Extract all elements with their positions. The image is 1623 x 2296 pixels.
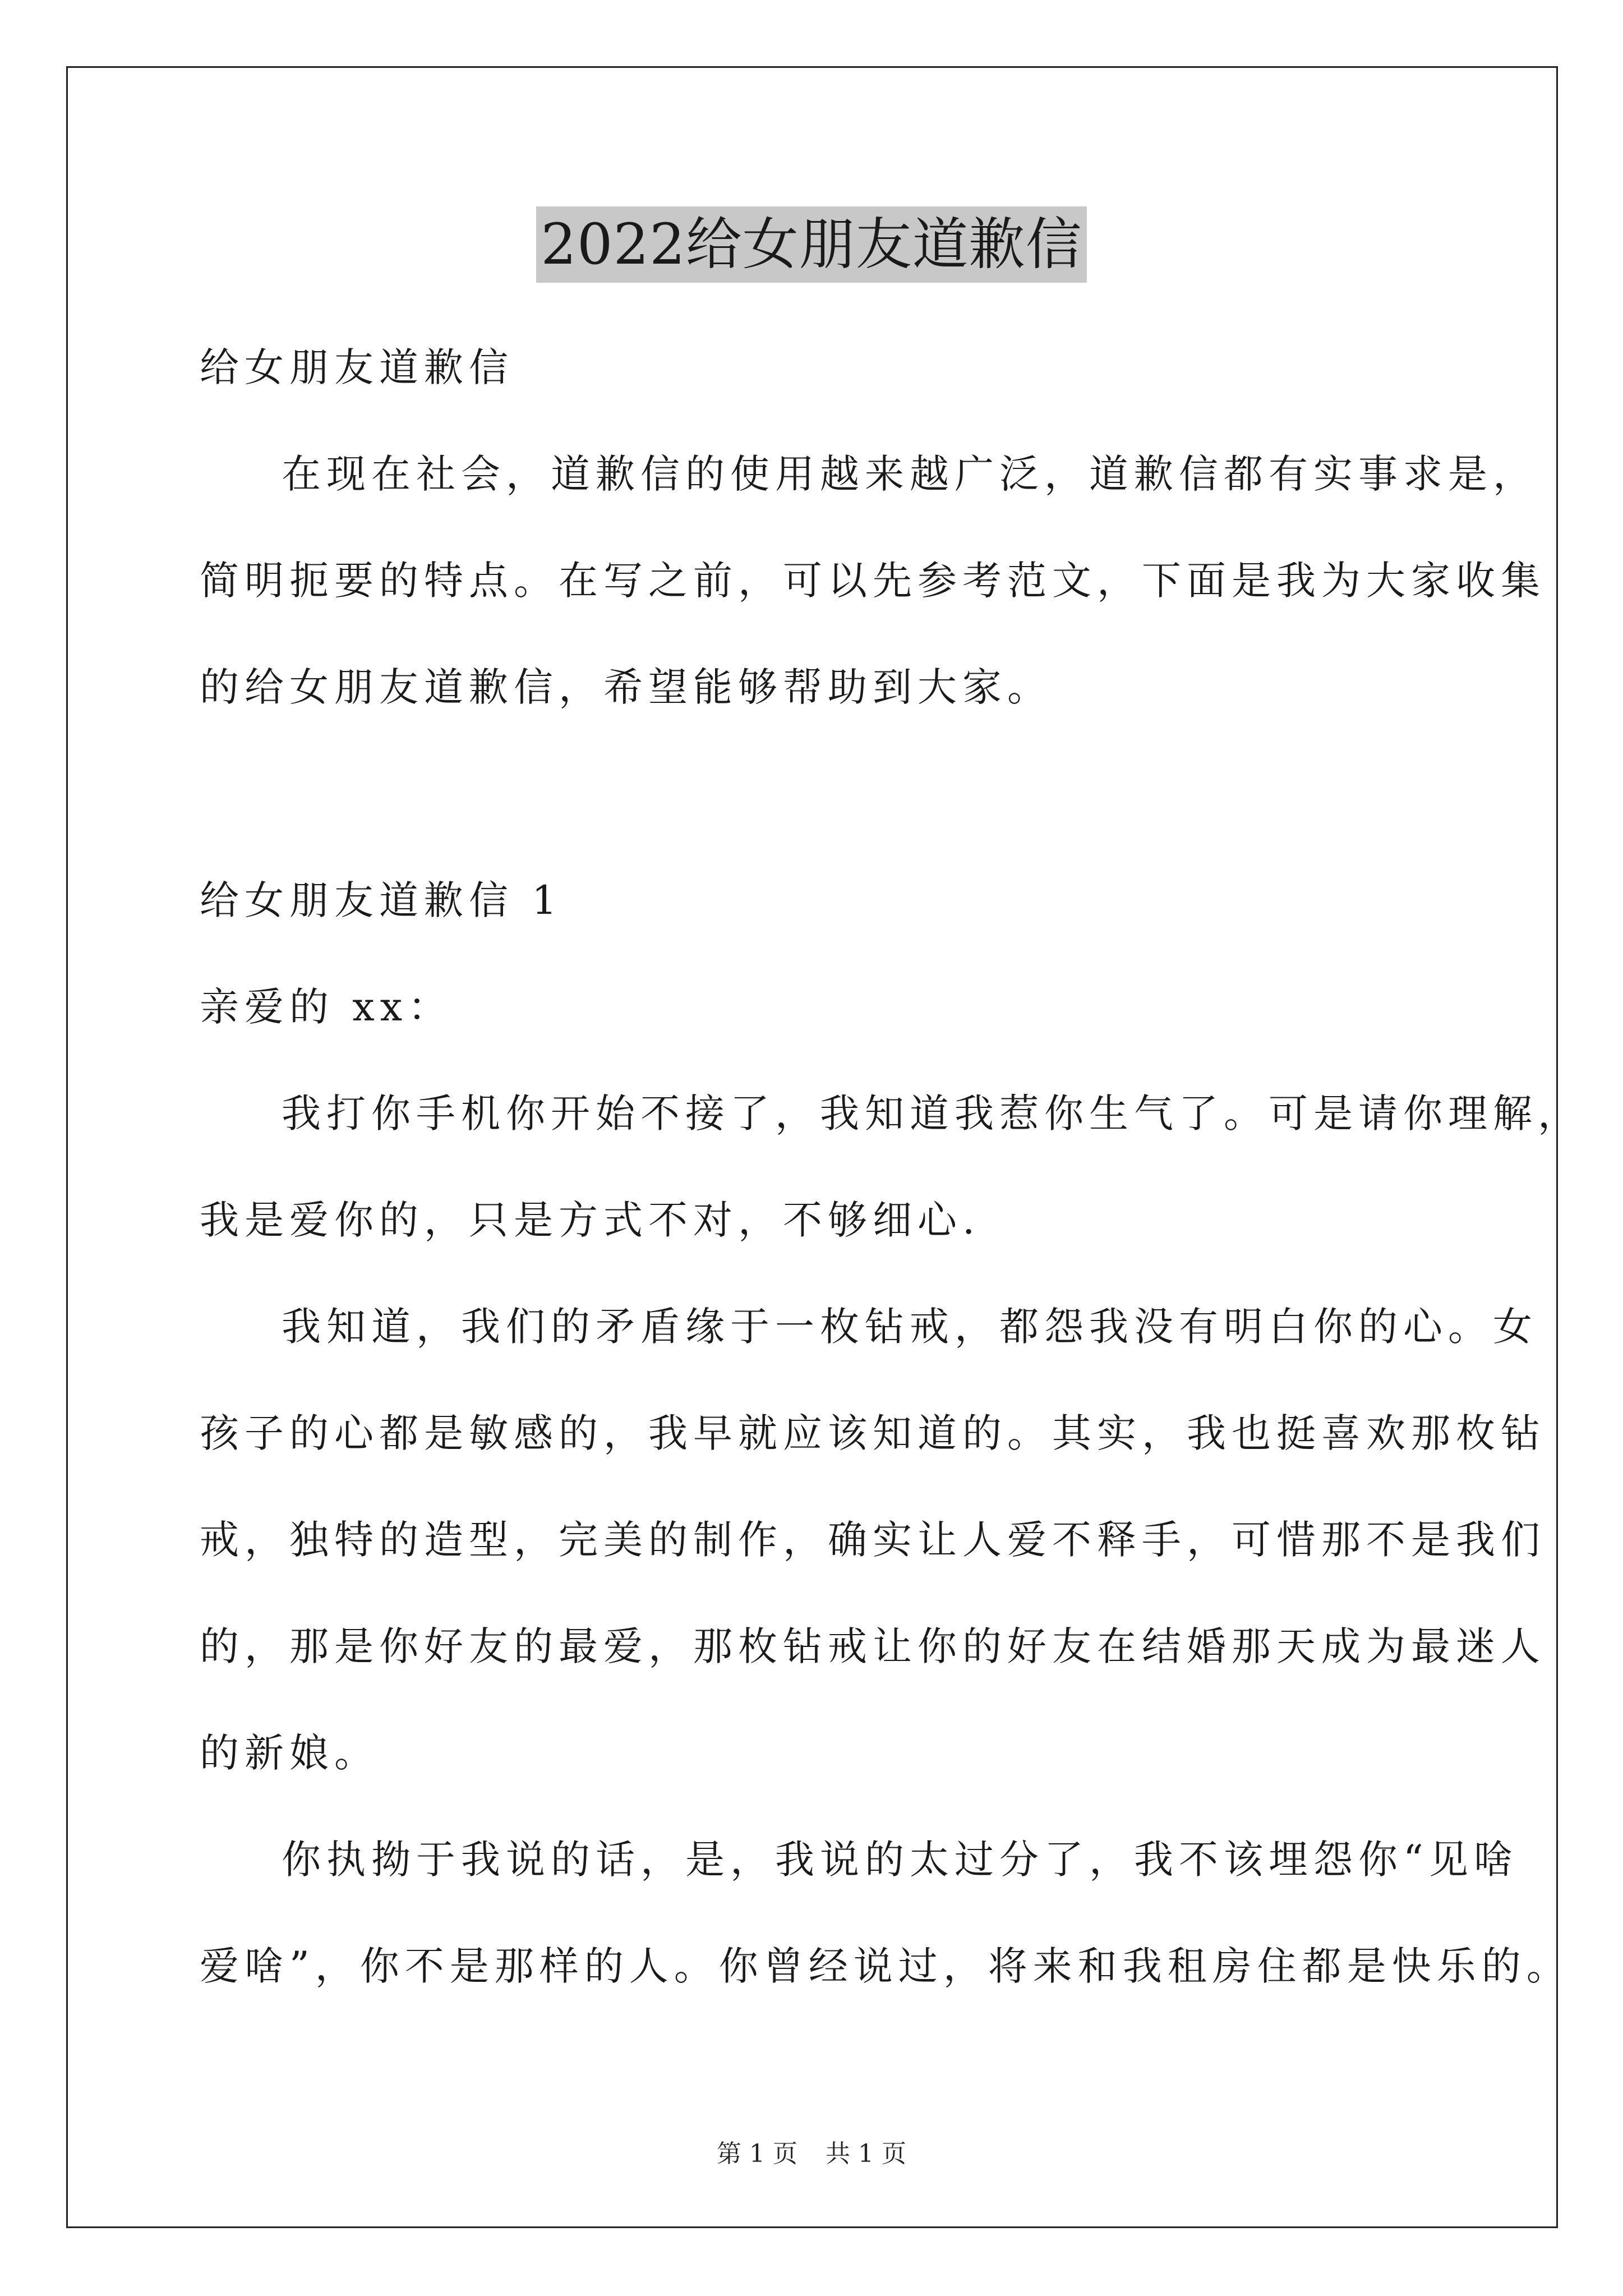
- text-line: 戒，独特的造型，完美的制作，确实让人爱不释手，可惜那不是我们: [200, 1517, 1546, 1563]
- text-line: 的给女朋友道歉信，希望能够帮助到大家。: [200, 664, 1052, 710]
- text-line: 爱啥”，你不是那样的人。你曾经说过，将来和我租房住都是快乐的。: [200, 1943, 1571, 1989]
- document-body: [200, 314, 1583, 2019]
- text-line: 的，那是你好友的最爱，那枚钻戒让你的好友在结婚那天成为最迷人: [200, 1623, 1546, 1669]
- text-line: 给女朋友道歉信: [200, 344, 514, 390]
- text-line: 给女朋友道歉信 1: [200, 877, 562, 923]
- text-line: 我是爱你的，只是方式不对，不够细心.: [200, 1197, 981, 1243]
- text-line: 在现在社会，道歉信的使用越来越广泛，道歉信都有实事求是，: [282, 451, 1538, 497]
- text-line: 你执拗于我说的话，是，我说的太过分了，我不该埋怨你“见啥: [282, 1837, 1519, 1883]
- page-number-total: 共 1 页: [826, 2139, 906, 2168]
- text-line: 亲爱的 xx：: [200, 984, 453, 1030]
- text-line: 孩子的心都是敏感的，我早就应该知道的。其实，我也挺喜欢那枚钻: [200, 1410, 1546, 1456]
- document-title: 2022给女朋友道歉信: [536, 206, 1087, 283]
- paragraph-gap: [200, 740, 1431, 847]
- page-footer: [0, 2137, 1623, 2171]
- text-line: 我知道，我们的矛盾缘于一枚钻戒，都怨我没有明白你的心。女: [282, 1304, 1538, 1350]
- text-line: 的新娘。: [200, 1730, 379, 1776]
- text-line: 我打你手机你开始不接了，我知道我惹你生气了。可是请你理解，: [282, 1091, 1583, 1137]
- title-container: [0, 206, 1623, 283]
- page-number-current: 第 1 页: [717, 2139, 797, 2168]
- text-line: 简明扼要的特点。在写之前，可以先参考范文，下面是我为大家收集: [200, 558, 1546, 604]
